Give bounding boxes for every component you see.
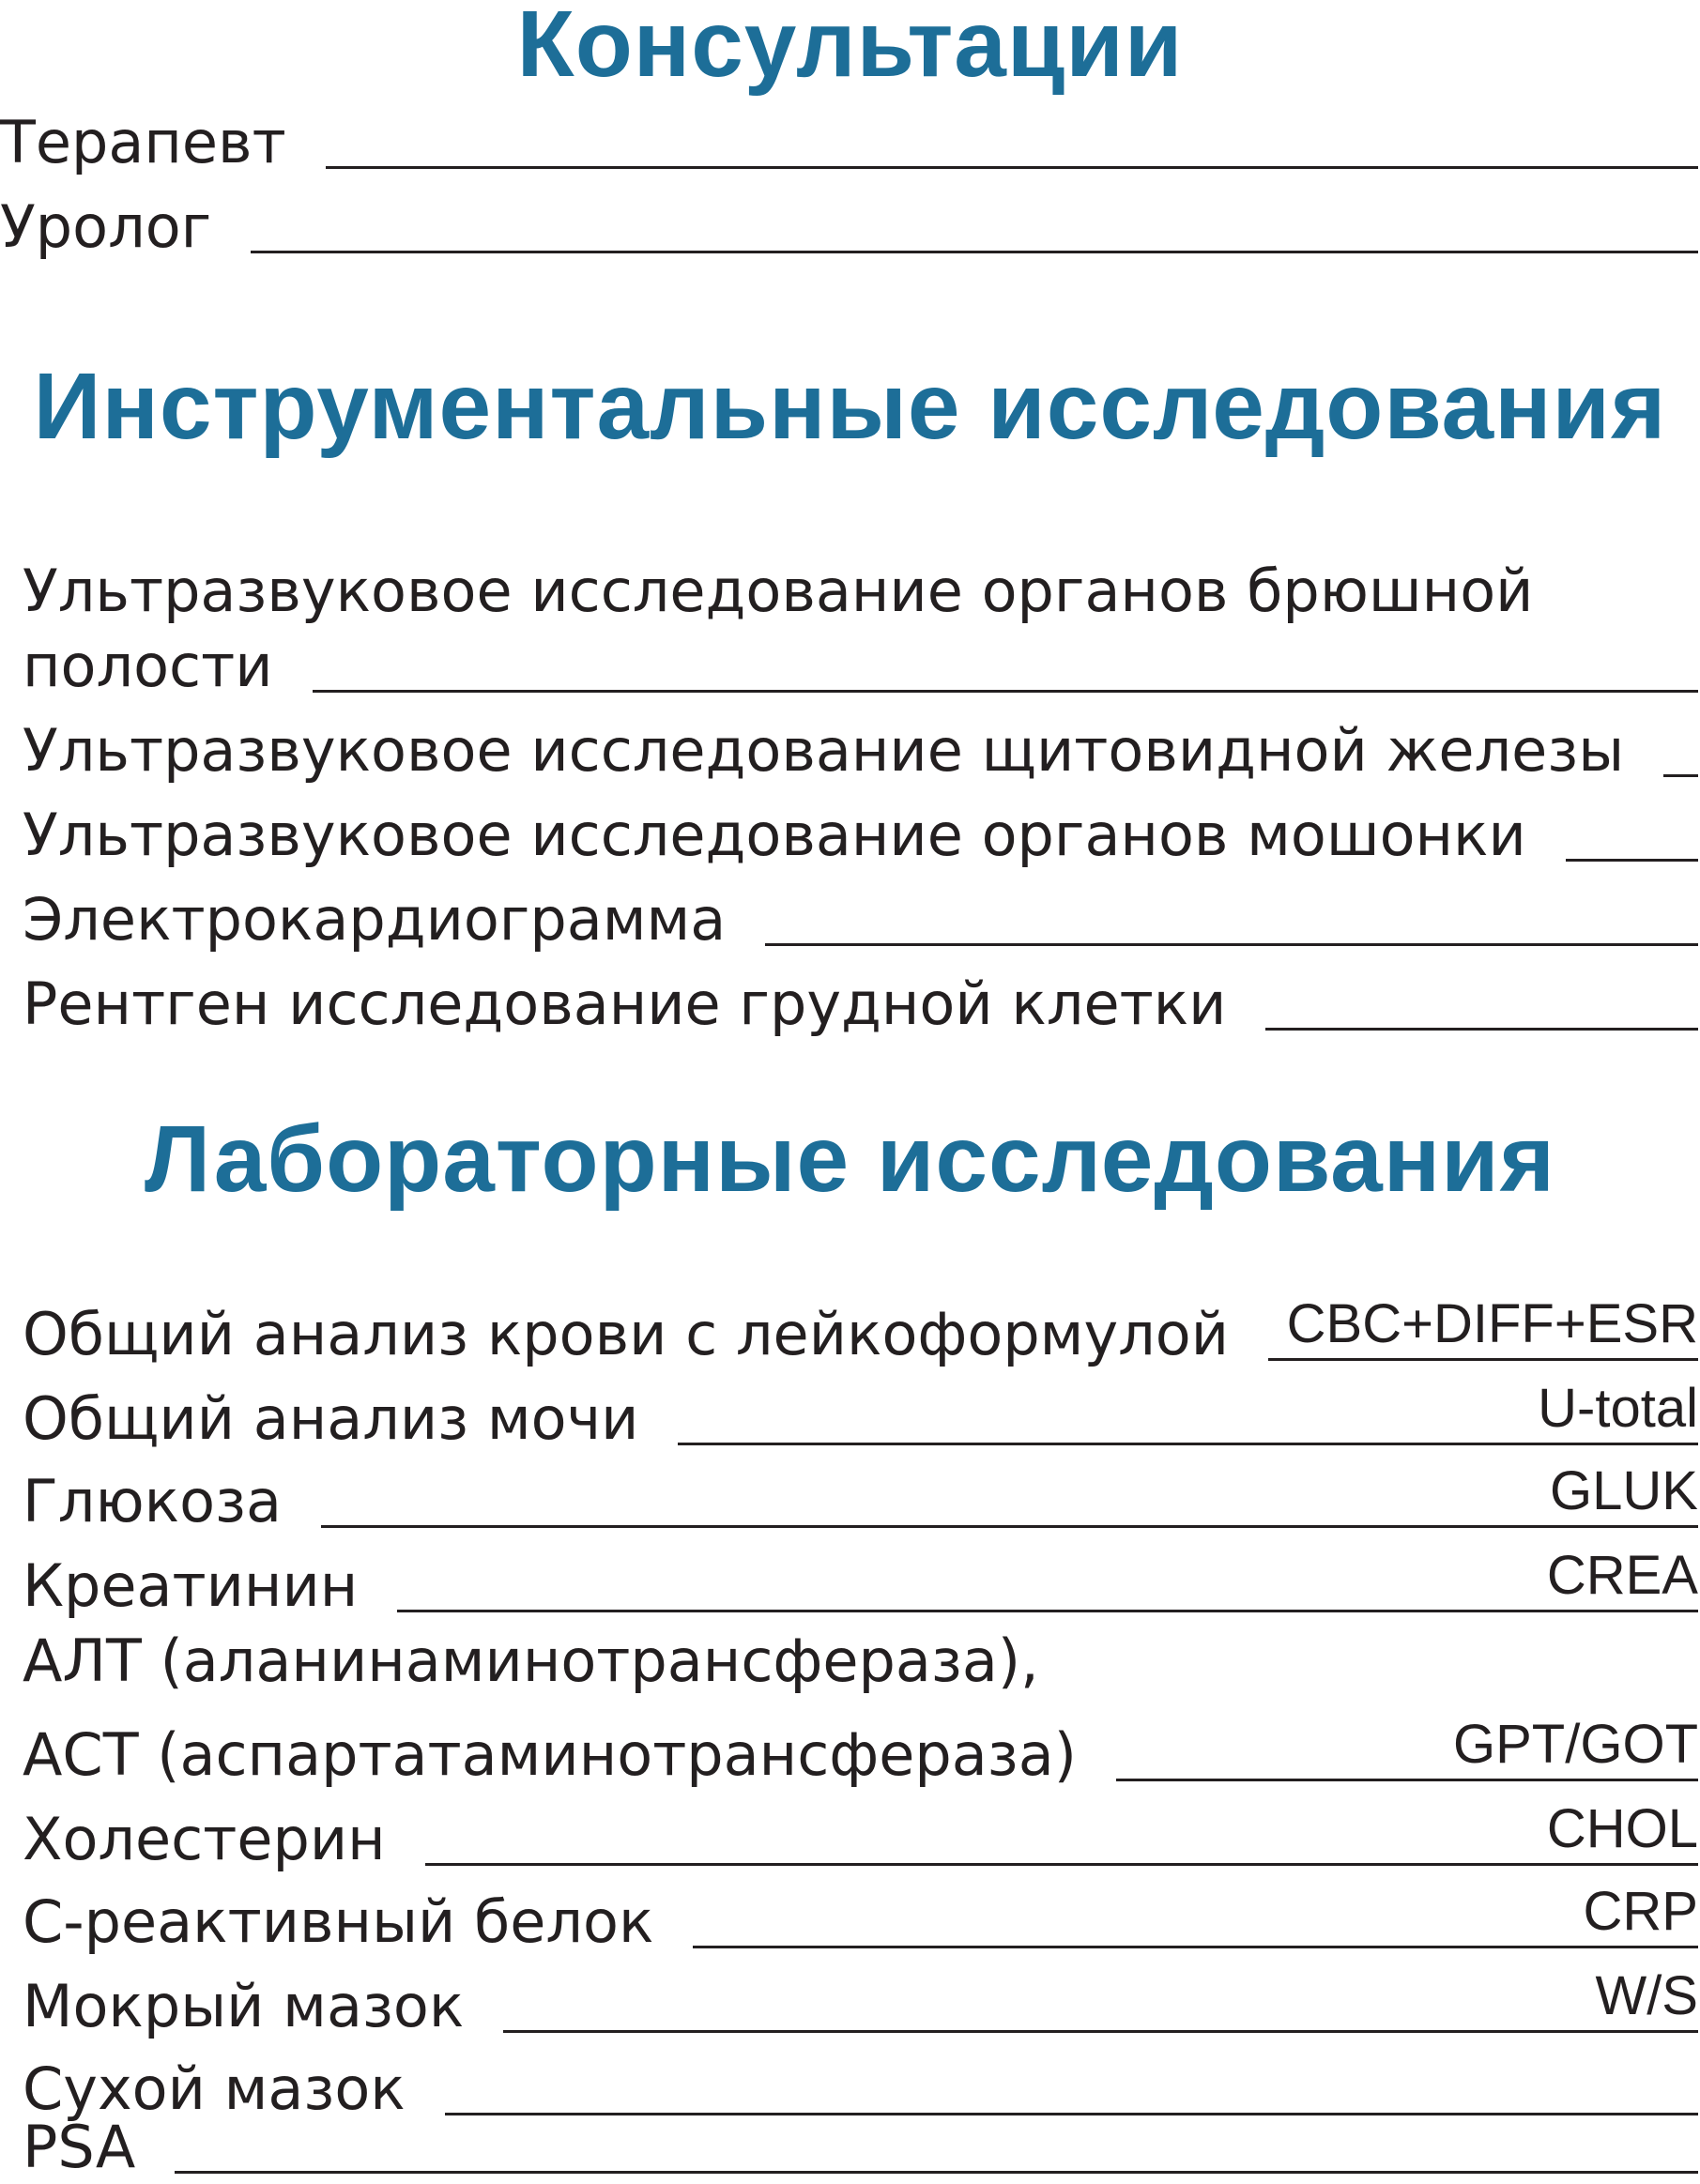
instrumental-label: Ультразвуковое исследование щитовидной железы bbox=[23, 716, 1625, 785]
lab-row-cbc bbox=[23, 1286, 1698, 1368]
instrumental-row-scrotum-us bbox=[23, 787, 1698, 869]
lab-label: Общий анализ мочи bbox=[23, 1384, 639, 1453]
consultation-row-urologist bbox=[0, 178, 1698, 261]
lab-label: Мокрый мазок bbox=[23, 1972, 465, 2040]
instrumental-label: Электрокардиограмма bbox=[23, 885, 727, 954]
instrumental-label: полости bbox=[23, 632, 273, 700]
lab-row-glucose bbox=[23, 1453, 1698, 1535]
laboratory-heading: Лабораторные исследования bbox=[145, 1107, 1555, 1212]
lab-code: U-total bbox=[1538, 1378, 1698, 1439]
instrumental-row-thyroid-us bbox=[23, 702, 1698, 785]
lab-row-cholesterol bbox=[23, 1791, 1698, 1873]
lab-fill-line[interactable] bbox=[678, 1377, 1698, 1445]
lab-code: CRP bbox=[1583, 1881, 1698, 1942]
instrumental-fill-line[interactable] bbox=[1265, 962, 1698, 1031]
instrumental-row-ecg bbox=[23, 871, 1698, 954]
lab-row-wet-smear bbox=[23, 1958, 1698, 2040]
lab-row-creatinine bbox=[23, 1537, 1698, 1620]
lab-label: АСТ (аспартатаминотрансфераза) bbox=[23, 1720, 1077, 1789]
lab-label-line1: АЛТ (аланинаминотрансфераза), bbox=[23, 1627, 1039, 1695]
consultations-heading: Консультации bbox=[516, 0, 1184, 97]
lab-code: W/S bbox=[1595, 1965, 1698, 2026]
lab-fill-line[interactable] bbox=[397, 1544, 1698, 1612]
instrumental-label: Ультразвуковое исследование органов мошонки bbox=[23, 801, 1526, 869]
lab-label: Глюкоза bbox=[23, 1467, 282, 1535]
lab-label: С-реактивный белок bbox=[23, 1887, 654, 1956]
consultation-label: Уролог bbox=[0, 192, 212, 261]
lab-fill-line[interactable] bbox=[321, 1459, 1698, 1528]
instrumental-row-chest-xray bbox=[23, 955, 1698, 1038]
lab-fill-line[interactable] bbox=[1116, 1713, 1698, 1781]
lab-fill-line[interactable] bbox=[425, 1797, 1698, 1866]
lab-label: Общий анализ крови с лейкоформулой bbox=[23, 1300, 1229, 1368]
consultation-fill-line[interactable] bbox=[326, 100, 1698, 169]
lab-row-psa bbox=[23, 2099, 1698, 2181]
lab-row-urine bbox=[23, 1370, 1698, 1453]
lab-code: GPT/GOT bbox=[1453, 1714, 1698, 1775]
lab-label: Креатинин bbox=[23, 1551, 359, 1620]
lab-fill-line[interactable] bbox=[503, 1964, 1698, 2033]
consultation-label: Терапевт bbox=[0, 108, 286, 176]
lab-row-alt-ast bbox=[23, 1706, 1698, 1789]
lab-fill-line[interactable] bbox=[175, 2105, 1698, 2174]
instrumental-fill-line[interactable] bbox=[313, 624, 1698, 693]
lab-code: CBC+DIFF+ESR bbox=[1286, 1293, 1698, 1354]
instrumental-fill-line[interactable] bbox=[1663, 709, 1698, 777]
instrumental-fill-line[interactable] bbox=[1566, 793, 1698, 862]
consultation-row-therapist bbox=[0, 94, 1698, 176]
consultation-fill-line[interactable] bbox=[251, 185, 1698, 253]
instrumental-heading: Инструментальные исследования bbox=[33, 354, 1667, 459]
lab-label: PSA bbox=[23, 2113, 136, 2181]
lab-code: CHOL bbox=[1546, 1798, 1698, 1859]
lab-code: CREA bbox=[1546, 1545, 1698, 1606]
lab-fill-line[interactable] bbox=[693, 1880, 1698, 1948]
lab-fill-line[interactable] bbox=[1268, 1292, 1698, 1361]
instrumental-label-line1: Ультразвуковое исследование органов брюшной bbox=[23, 557, 1534, 625]
instrumental-row-abdominal-us bbox=[23, 618, 1698, 700]
instrumental-label: Рентген исследование грудной клетки bbox=[23, 970, 1227, 1038]
lab-code: GLUK bbox=[1550, 1460, 1698, 1521]
lab-label: Сухой мазок bbox=[23, 2054, 406, 2123]
instrumental-fill-line[interactable] bbox=[765, 878, 1698, 946]
lab-label: Холестерин bbox=[23, 1805, 386, 1873]
lab-row-crp bbox=[23, 1873, 1698, 1956]
